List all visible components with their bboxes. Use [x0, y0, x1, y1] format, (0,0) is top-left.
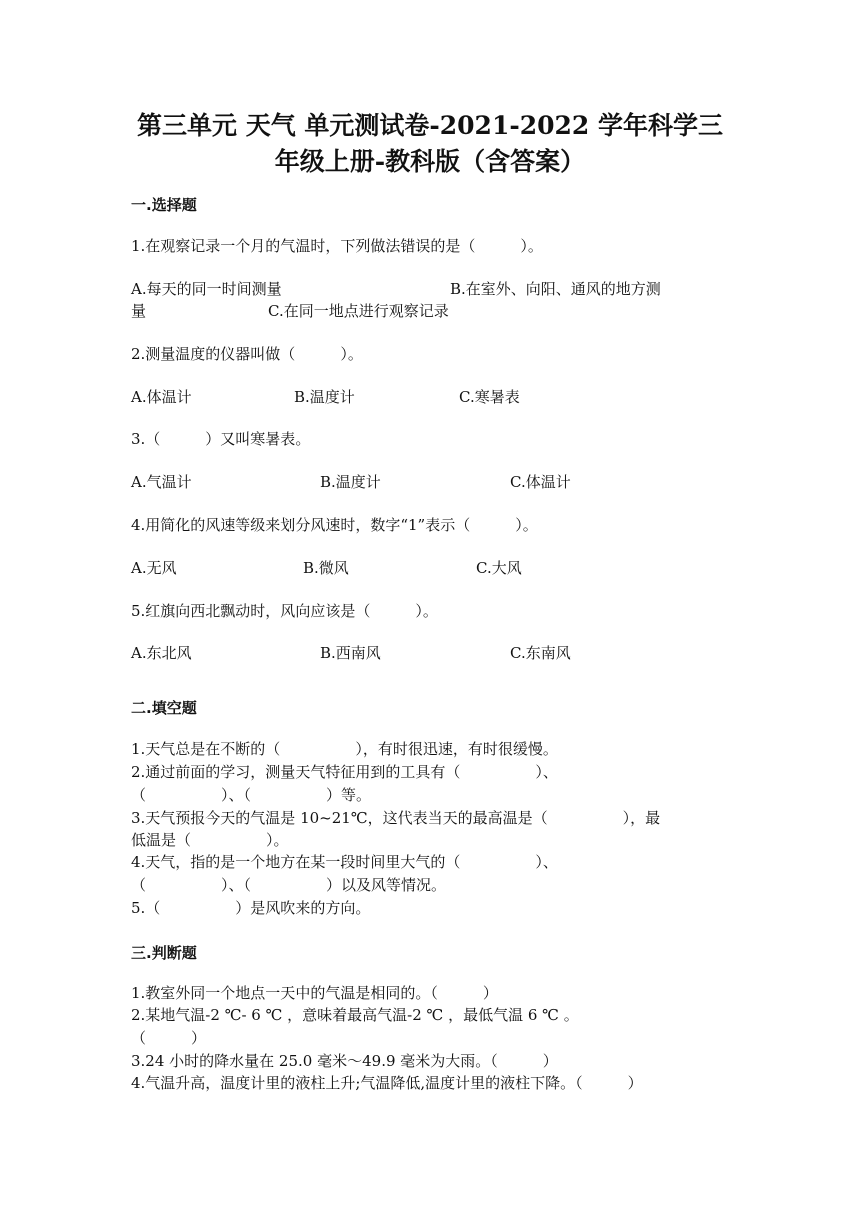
- question-2-option-b: B.温度计: [294, 388, 355, 406]
- question-1-option-a: A.每天的同一时间测量: [131, 280, 282, 298]
- question-5-option-a: A.东北风: [131, 644, 192, 662]
- question-2-option-c: C.寒暑表: [459, 388, 520, 406]
- fill-line-7: （ ）、（ ）以及风等情况。: [131, 876, 447, 894]
- fill-line-3: （ ）、（ ）等。: [131, 786, 372, 804]
- judge-line-2: 2.某地气温-2 ℃- 6 ℃ ，意味着最高气温-2 ℃ ，最低气温 6 ℃ 。: [131, 1006, 579, 1024]
- question-1: 1.在观察记录一个月的气温时，下列做法错误的是（ ）。: [131, 237, 543, 255]
- question-1-option-b-continued: 量: [131, 302, 147, 320]
- question-1-option-c: C.在同一地点进行观察记录: [268, 302, 449, 320]
- section-heading-fill: 二.填空题: [131, 699, 197, 717]
- section-heading-choice: 一.选择题: [131, 196, 197, 214]
- judge-line-5: 4.气温升高，温度计里的液柱上升;气温降低,温度计里的液柱下降。（ ）: [131, 1074, 643, 1092]
- question-5-option-c: C.东南风: [510, 644, 571, 662]
- fill-line-8: 5.（ ）是风吹来的方向。: [131, 899, 371, 917]
- fill-line-6: 4.天气，指的是一个地方在某一段时间里大气的（ ）、: [131, 853, 558, 871]
- question-4: 4.用简化的风速等级来划分风速时，数字“1”表示（ ）。: [131, 516, 538, 534]
- section-heading-judge: 三.判断题: [131, 944, 197, 962]
- question-3-option-c: C.体温计: [510, 473, 571, 491]
- question-5-option-b: B.西南风: [320, 644, 381, 662]
- question-3-option-a: A.气温计: [131, 473, 192, 491]
- question-5: 5.红旗向西北飘动时，风向应该是（ ）。: [131, 602, 438, 620]
- document-title: [110, 108, 750, 180]
- fill-line-1: 1.天气总是在不断的（ ），有时很迅速，有时很缓慢。: [131, 740, 558, 758]
- question-3: 3.（ ）又叫寒暑表。: [131, 430, 311, 448]
- fill-line-4: 3.天气预报今天的气温是 10~21℃，这代表当天的最高温是（ ），最: [131, 809, 661, 827]
- judge-line-4: 3.24 小时的降水量在 25.0 毫米～49.9 毫米为大雨。（ ）: [131, 1052, 558, 1070]
- question-2: 2.测量温度的仪器叫做（ ）。: [131, 345, 363, 363]
- question-4-option-b: B.微风: [303, 559, 349, 577]
- fill-line-2: 2.通过前面的学习，测量天气特征用到的工具有（ ）、: [131, 763, 558, 781]
- title-line-2: 年级上册-教科版（含答案）: [274, 147, 586, 176]
- judge-line-1: 1.教室外同一个地点一天中的气温是相同的。（ ）: [131, 984, 498, 1002]
- title-line-1: 第三单元 天气 单元测试卷-2021-2022 学年科学三: [136, 111, 724, 140]
- question-3-option-b: B.温度计: [320, 473, 381, 491]
- question-4-option-c: C.大风: [476, 559, 522, 577]
- judge-line-3: （ ）: [131, 1029, 207, 1047]
- question-4-option-a: A.无风: [131, 559, 177, 577]
- question-1-option-b: B.在室外、向阳、通风的地方测: [450, 280, 661, 298]
- fill-line-5: 低温是（ ）。: [131, 831, 289, 849]
- question-2-option-a: A.体温计: [131, 388, 192, 406]
